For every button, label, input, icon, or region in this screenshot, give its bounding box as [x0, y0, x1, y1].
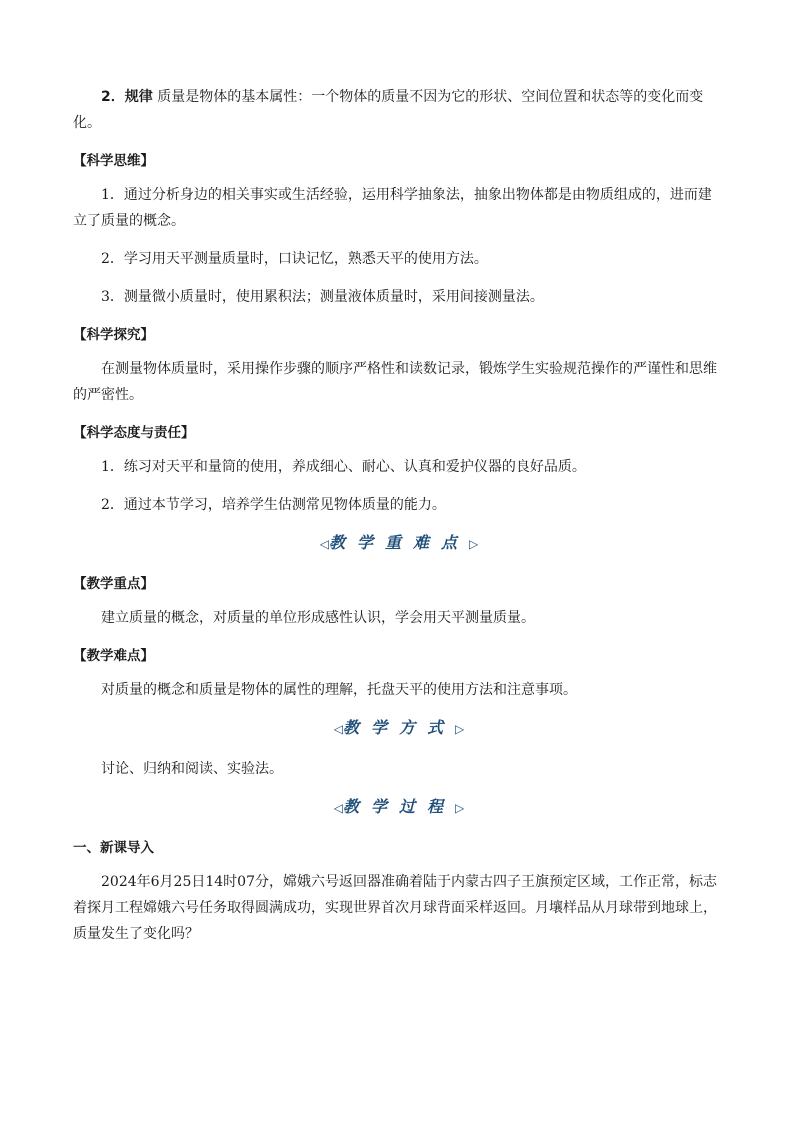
- rule-paragraph: [73, 84, 725, 136]
- new-lesson-intro-text: 2024年6月25日14时07分，嫦娥六号返回器准确着陆于内蒙古四子王旗预定区域，工作正常，标志着探月工程嫦娥六号任务取得圆满成功，实现世界首次月球背面采样返回。月壤样品从月球带到地球上，质量发生了变化吗？: [73, 874, 717, 942]
- attitude-item-1: 1．练习对天平和量筒的使用，养成细心、耐心、认真和爱护仪器的良好品质。: [101, 459, 586, 475]
- rule-text: 质量是物体的基本属性：一个物体的质量不因为它的形状、空间位置和状态等的变化而变化。: [73, 89, 704, 131]
- section-title-method: [73, 715, 725, 742]
- section-title-key-difficult-text: 教学重难点: [328, 533, 469, 552]
- attitude-heading: 【科学态度与责任】: [73, 425, 195, 441]
- difficult-points-text: 对质量的概念和质量是物体的属性的理解，托盘天平的使用方法和注意事项。: [101, 682, 577, 698]
- science-thinking-item-3: 3．测量微小质量时，使用累积法；测量液体质量时，采用间接测量法。: [101, 289, 544, 305]
- attitude-item-2: 2．通过本节学习，培养学生估测常见物体质量的能力。: [101, 497, 446, 513]
- section-title-process: [73, 794, 725, 821]
- section-title-process-text: 教学过程: [342, 797, 455, 816]
- method-text: 讨论、归纳和阅读、实验法。: [101, 761, 283, 777]
- science-thinking-item-2: 2．学习用天平测量质量时，口诀记忆，熟悉天平的使用方法。: [101, 251, 488, 267]
- key-points-heading: 【教学重点】: [73, 576, 154, 592]
- triangle-left-icon: ◁: [319, 537, 329, 551]
- science-inquiry-text: 在测量物体质量时，采用操作步骤的顺序严格性和读数记录，锻炼学生实验规范操作的严谨性和思维的严密性。: [73, 361, 717, 403]
- new-lesson-intro-heading: 一、新课导入: [73, 840, 154, 856]
- triangle-left-icon: ◁: [333, 722, 343, 736]
- triangle-right-icon: ▷: [455, 722, 465, 736]
- triangle-left-icon: ◁: [333, 801, 343, 815]
- section-title-method-text: 教学方式: [342, 718, 455, 737]
- section-title-key-difficult: [73, 530, 725, 557]
- triangle-right-icon: ▷: [469, 537, 479, 551]
- triangle-right-icon: ▷: [455, 801, 465, 815]
- science-thinking-heading: 【科学思维】: [73, 153, 154, 169]
- science-inquiry-heading: 【科学探究】: [73, 327, 154, 343]
- science-thinking-item-1: 1．通过分析身边的相关事实或生活经验，运用科学抽象法，抽象出物体都是由物质组成的，进而建立了质量的概念。: [73, 187, 712, 229]
- difficult-points-heading: 【教学难点】: [73, 648, 154, 664]
- document-content: [73, 84, 725, 947]
- rule-label: 2．规律: [101, 89, 153, 105]
- key-points-text: 建立质量的概念，对质量的单位形成感性认识，学会用天平测量质量。: [101, 610, 535, 626]
